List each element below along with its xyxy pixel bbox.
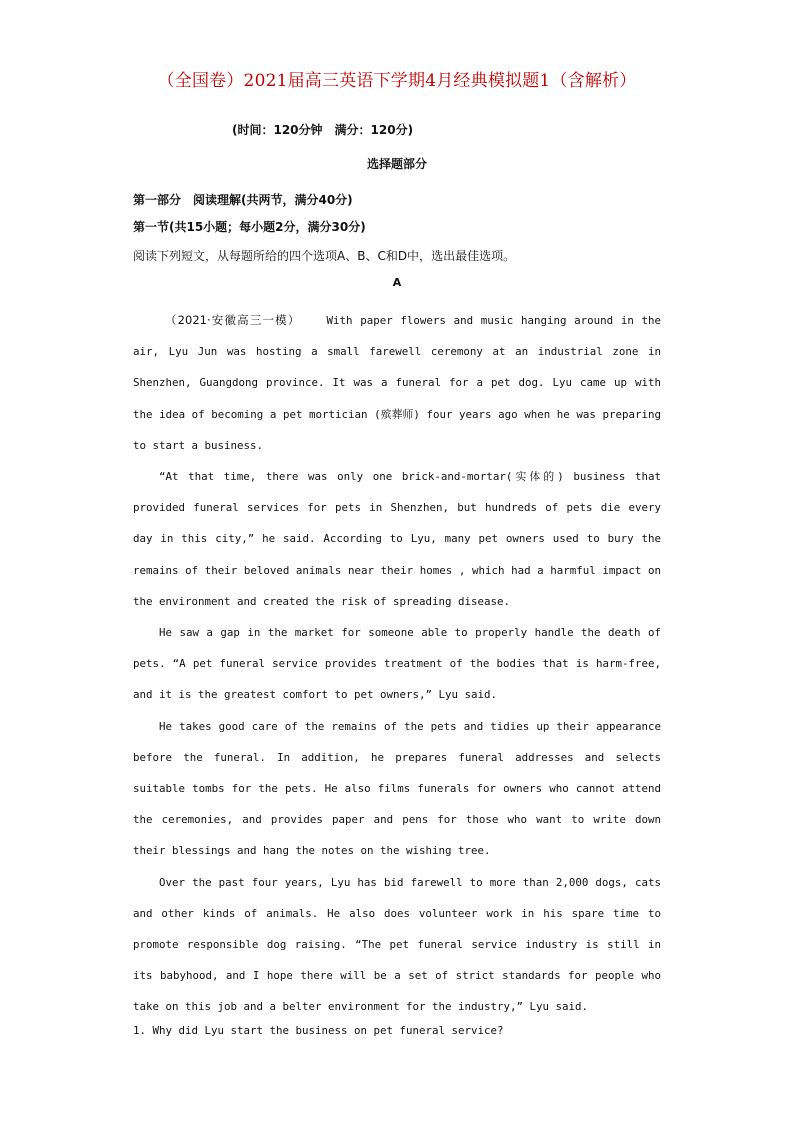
section-title: 选择题部分 xyxy=(366,157,427,171)
paragraph-text: With paper flowers and music hanging around in the air, Lyu Jun was hosting a small farewell ceremony at an industrial zone in Shenzhen, Guangdong province. It was a funeral for a pet dog. Lyu came up with the idea of becoming a pet mortician (殡葬师) four years ago when he was preparing to start a business. xyxy=(133,314,662,452)
paragraph: “At that time, there was only one brick-and-mortar(实体的) business that provided funeral services for pets in Shenzhen, but hundreds of pets die every day in this city,” he said. According to Lyu, many pet owners used to bury the remains of their beloved animals near their homes , which had a harmful impact on the environment and created the risk of spreading disease. xyxy=(133,470,661,608)
passage-source: （2021·安徽高三一模） xyxy=(165,313,301,327)
question-1: 1. Why did Lyu start the business on pet funeral service? xyxy=(133,1024,504,1037)
passage-body xyxy=(133,305,661,1023)
part-one-heading: 第一部分 阅读理解(共两节，满分40分) xyxy=(133,193,353,207)
paragraph: He saw a gap in the market for someone able to properly handle the death of pets. “A pet funeral service provides treatment of the bodies that is harm-free, and it is the greatest comfort to pet owners,” Lyu said. xyxy=(133,626,661,702)
passage-letter: A xyxy=(392,276,402,289)
paragraph: Over the past four years, Lyu has bid farewell to more than 2,000 dogs, cats and other kinds of animals. He also does volunteer work in his spare time to promote responsible dog raising. “The pet funeral service industry is still in its babyhood, and I hope there will be a set of strict standards for people who take on this job and a belter environment for the industry,” Lyu said. xyxy=(133,875,661,1014)
paragraph xyxy=(133,305,661,461)
instruction: 阅读下列短文，从每题所给的四个选项A、B、C和D中，选出最佳选项。 xyxy=(133,249,516,263)
document-title: （全国卷）2021届高三英语下学期4月经典模拟题1（含解析） xyxy=(157,71,637,91)
paragraph: He takes good care of the remains of the pets and tidies up their appearance before the funeral. In addition, he prepares funeral addresses and selects suitable tombs for the pets. He also films funerals for owners who cannot attend the ceremonies, and provides paper and pens for those who want to write down their blessings and hang the notes on the wishing tree. xyxy=(133,719,661,858)
exam-meta: (时间：120分钟 满分：120分) xyxy=(232,123,414,137)
section-one-heading: 第一节(共15小题；每小题2分，满分30分) xyxy=(133,220,366,234)
